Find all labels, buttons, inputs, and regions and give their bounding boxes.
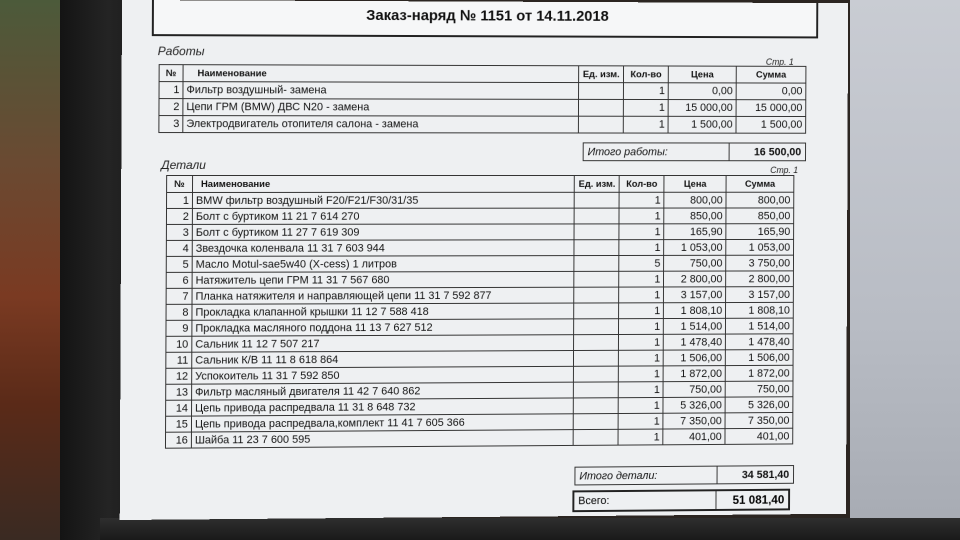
col-header-sum: Сумма	[726, 175, 794, 192]
document-header	[152, 0, 818, 38]
document-title: Заказ-наряд № 1151 от 14.11.2018	[366, 7, 609, 25]
table-row	[159, 116, 806, 134]
cell-no: 16	[165, 432, 191, 448]
parts-table	[165, 175, 794, 449]
cell-price: 1 506,00	[663, 350, 725, 366]
cell-no: 1	[167, 192, 193, 208]
cell-no: 6	[166, 272, 192, 288]
col-header-price: Цена	[668, 66, 736, 83]
table-row	[167, 192, 794, 208]
cell-name: Фильтр воздушный- замена	[183, 82, 579, 100]
cell-sum: 7 350,00	[725, 412, 793, 428]
cell-no: 12	[166, 368, 192, 384]
cell-sum: 850,00	[726, 208, 794, 224]
cell-unit	[574, 350, 619, 366]
cell-unit	[574, 319, 619, 335]
cell-name: Прокладка масляного поддона 11 13 7 627 512	[192, 319, 574, 336]
col-header-name: Наименование	[183, 65, 579, 83]
parts-table-header	[167, 175, 794, 192]
cell-qty: 1	[619, 366, 664, 382]
col-header-unit: Ед. изм.	[579, 66, 624, 83]
cell-price: 800,00	[664, 192, 726, 208]
cell-sum: 2 800,00	[726, 271, 794, 287]
cell-unit	[574, 398, 619, 414]
table-row	[165, 428, 792, 448]
cell-qty: 1	[619, 192, 664, 208]
cell-name: BMW фильтр воздушный F20/F21/F30/31/35	[192, 192, 574, 208]
cell-price: 1 808,10	[664, 303, 726, 319]
cell-sum: 1 053,00	[726, 239, 794, 255]
col-header-no: №	[159, 65, 183, 82]
cell-unit	[574, 224, 619, 240]
cell-unit	[574, 255, 619, 271]
col-header-price: Цена	[664, 175, 726, 192]
cell-price: 15 000,00	[668, 100, 736, 117]
cell-price: 3 157,00	[664, 287, 726, 303]
grand-total-label: Всего:	[578, 495, 610, 508]
cell-qty: 1	[619, 303, 664, 319]
cell-qty: 1	[619, 208, 664, 224]
cell-unit	[574, 208, 619, 224]
cell-qty: 1	[623, 99, 668, 116]
cell-price: 0,00	[668, 83, 736, 100]
cell-name: Цепь привода распредвала,комплект 11 41 7 605 366	[191, 414, 573, 432]
works-total-row	[583, 142, 806, 161]
cell-qty: 1	[619, 382, 664, 398]
works-section-label: Работы	[157, 44, 205, 59]
parts-section-label: Детали	[161, 158, 206, 173]
cell-unit	[573, 429, 618, 445]
works-total-value: 16 500,00	[729, 143, 805, 160]
cell-qty: 1	[618, 429, 663, 445]
grand-total-row	[572, 489, 790, 512]
cell-qty: 1	[619, 224, 664, 240]
cell-price: 750,00	[664, 255, 726, 271]
cell-sum: 401,00	[725, 428, 793, 444]
cell-price: 5 326,00	[663, 397, 725, 413]
cell-qty: 1	[619, 287, 664, 303]
cell-sum: 0,00	[736, 83, 806, 100]
background-right	[850, 0, 960, 540]
cell-price: 1 500,00	[668, 116, 736, 133]
cell-qty: 1	[619, 319, 664, 335]
cell-qty: 1	[619, 271, 664, 287]
cell-no: 14	[166, 400, 192, 416]
works-page-label: Стр. 1	[765, 56, 794, 67]
cell-price: 2 800,00	[664, 271, 726, 287]
cell-unit	[574, 335, 619, 351]
cell-sum: 1 506,00	[725, 350, 793, 366]
cell-no: 10	[166, 336, 192, 352]
cell-name: Звездочка коленвала 11 31 7 603 944	[192, 240, 574, 257]
cell-name: Цепь привода распредвала 11 31 8 648 732	[191, 398, 573, 416]
cell-name: Электродвигатель отопителя салона - замена	[183, 116, 579, 133]
cell-no: 15	[166, 416, 192, 432]
table-row	[166, 271, 793, 289]
cell-name: Планка натяжителя и направляющей цепи 11 31 7 592 877	[192, 287, 574, 304]
cell-sum: 15 000,00	[736, 100, 806, 117]
cell-no: 7	[166, 288, 192, 304]
cell-unit	[574, 240, 619, 256]
cell-price: 1 872,00	[663, 366, 725, 382]
cell-no: 8	[166, 304, 192, 320]
cell-sum: 750,00	[725, 381, 793, 397]
cell-sum: 1 500,00	[736, 116, 806, 133]
cell-qty: 1	[618, 413, 663, 429]
cell-unit	[574, 414, 619, 430]
document-page	[120, 0, 848, 520]
cell-qty: 1	[624, 83, 669, 100]
parts-total-label: Итого детали:	[579, 469, 658, 482]
cell-name: Болт с буртиком 11 27 7 619 309	[192, 224, 574, 240]
table-row	[166, 224, 793, 241]
cell-name: Фильтр масляный двигателя 11 42 7 640 862	[192, 382, 574, 400]
table-row	[166, 208, 793, 225]
cell-price: 165,90	[664, 224, 726, 240]
cell-unit	[579, 116, 624, 133]
cell-name: Натяжитель цепи ГРМ 11 31 7 567 680	[192, 271, 574, 288]
monitor-bottom-edge	[100, 518, 960, 540]
works-table-header	[159, 65, 806, 83]
cell-price: 1 478,40	[663, 334, 725, 350]
works-total-label: Итого работы:	[587, 145, 668, 158]
cell-price: 850,00	[664, 208, 726, 224]
cell-name: Сальник 11 12 7 507 217	[192, 335, 574, 353]
table-row	[166, 239, 793, 256]
cell-unit	[574, 382, 619, 398]
cell-name: Масло Motul-sae5w40 (X-cess) 1 литров	[192, 256, 574, 273]
cell-name: Успокоитель 11 31 7 592 850	[192, 366, 574, 384]
cell-name: Прокладка клапанной крышки 11 12 7 588 418	[192, 303, 574, 320]
cell-no: 2	[166, 208, 192, 224]
cell-price: 750,00	[663, 381, 725, 397]
cell-sum: 1 478,40	[725, 334, 793, 350]
col-header-unit: Ед. изм.	[575, 175, 620, 192]
table-row	[166, 255, 793, 272]
grand-total-value: 51 081,40	[715, 491, 788, 509]
cell-no: 1	[159, 82, 183, 99]
cell-sum: 1 808,10	[726, 302, 794, 318]
col-header-no: №	[167, 176, 193, 193]
cell-qty: 1	[619, 334, 664, 350]
cell-name: Сальник К/В 11 11 8 618 864	[192, 351, 574, 369]
cell-name: Болт с буртиком 11 21 7 614 270	[192, 208, 574, 224]
cell-price: 7 350,00	[663, 413, 725, 429]
cell-no: 5	[166, 256, 192, 272]
cell-no: 3	[166, 224, 192, 240]
cell-unit	[574, 192, 619, 208]
cell-unit	[579, 99, 624, 116]
cell-no: 13	[166, 384, 192, 400]
cell-no: 2	[159, 99, 183, 116]
cell-qty: 1	[619, 350, 664, 366]
cell-sum: 3 157,00	[726, 287, 794, 303]
parts-total-row	[574, 465, 794, 485]
cell-unit	[574, 287, 619, 303]
col-header-sum: Сумма	[736, 66, 806, 83]
cell-name: Цепи ГРМ (BMW) ДВС N20 - замена	[183, 99, 579, 117]
parts-table-body	[165, 192, 793, 448]
cell-sum: 3 750,00	[726, 255, 794, 271]
cell-sum: 1 514,00	[726, 318, 794, 334]
works-table-body	[159, 82, 806, 134]
col-header-qty: Кол-во	[619, 175, 664, 192]
cell-price: 1 514,00	[664, 318, 726, 334]
cell-sum: 800,00	[726, 192, 794, 208]
works-table	[158, 64, 806, 134]
col-header-name: Наименование	[192, 175, 574, 192]
cell-qty: 5	[619, 255, 664, 271]
cell-qty: 1	[619, 240, 664, 256]
cell-no: 3	[159, 116, 183, 133]
cell-sum: 1 872,00	[725, 365, 793, 381]
cell-qty: 1	[618, 397, 663, 413]
cell-no: 9	[166, 320, 192, 336]
table-row	[159, 82, 806, 100]
col-header-qty: Кол-во	[624, 66, 669, 83]
cell-unit	[574, 366, 619, 382]
cell-name: Шайба 11 23 7 600 595	[191, 430, 573, 448]
parts-total-value: 34 581,40	[717, 466, 793, 483]
parts-page-label: Стр. 1	[770, 165, 799, 176]
cell-unit	[574, 303, 619, 319]
cell-unit	[579, 83, 624, 100]
cell-qty: 1	[623, 116, 668, 133]
table-row	[159, 99, 806, 117]
cell-no: 11	[166, 352, 192, 368]
cell-no: 4	[166, 240, 192, 256]
cell-sum: 165,90	[726, 224, 794, 240]
cell-sum: 5 326,00	[725, 397, 793, 413]
cell-price: 401,00	[663, 429, 725, 445]
cell-unit	[574, 271, 619, 287]
cell-price: 1 053,00	[664, 240, 726, 256]
